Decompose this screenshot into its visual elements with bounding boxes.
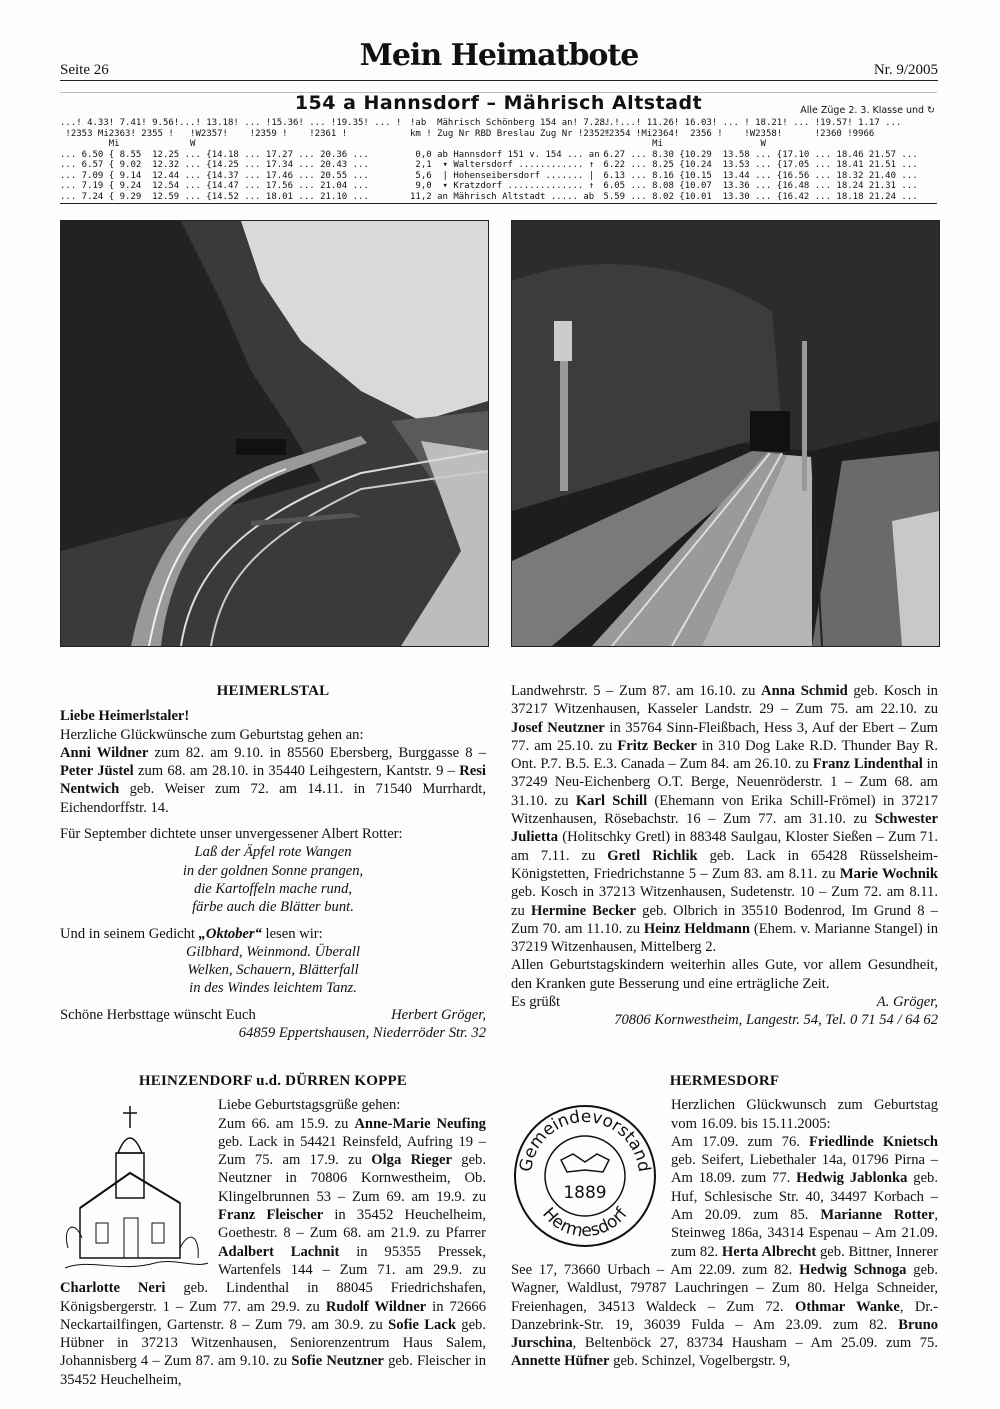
heimerlstal-continued [511, 682, 938, 1030]
signature-address: 64859 Eppertshausen, Niederröder Str. 32 [238, 1025, 486, 1042]
poem-september: Laß der Äpfel rote Wangen in der goldnen Sonne prangen, die Kartoffeln mache rund, färbe auch die Blätter bunt. [182, 844, 364, 916]
birthday-list: Am 17.09. zum 76. Friedlinde Knietsch geb. Seifert, Liebethaler 14a, 01796 Pirna – Am 18.09. zum 77. Hedwig Jablonka geb. Huf, Schlesische Str. 40, 34497 Korbach – Am 20.09. zum 85. Marianne Rotter, Steinweg 186a, 34314 Espenau – Am 21.09. zum 82. Herta Albrecht geb. Bittner, Innerer See 17, 73660 Urbach – Am 22.09. zum 82. Hedwig Schnoga geb. Wagner, Waldlust, 79787 Lauchringen – Zum 80. Helga Schneider, Freienhagen, 34513 Waldeck – Zum 72. Othmar Wanke, Dr.-Danzebrink-Str. 19, 36039 Fulda – Am 23.09. zum 82. Bruno Jurschina, Beltenböck 27, 83734 Hausham – Am 25.09. zum 75. Annette Hüfner geb. Schinzel, Vogelbergstr. 9, [511, 1133, 938, 1370]
railway-timetable [60, 92, 937, 204]
seal-bottom-text: Hermesdorf [538, 1204, 632, 1242]
greeting: Liebe Heimerlstaler! [60, 708, 190, 725]
intro: Herzliche Glückwünsche zum Geburtstag gehen an: [60, 726, 364, 743]
heimerlstal-section [60, 682, 486, 1042]
handshake-icon [561, 1154, 609, 1172]
historic-railway-photo [60, 220, 489, 647]
svg-text:Hermesdorf [538, 1204, 632, 1242]
seal-top-text: Gemeindevorstand [515, 1107, 654, 1174]
timetable-stations: !ab Mährisch Schönberg 154 an! 7.28! km ! Zug Nr RBD Breslau Zug Nr !2352! 0,0 ab Hannsdorf 151 v. 154 ... an 2,1 ▾ Waltersdorf ............ ↑ 5,6 | Hohenseibersdorf ....... | 9,0 ▾ Kratzdorf .............. ↑ 11,2 an Mährisch Altstadt ..... ab [410, 118, 611, 202]
hermesdorf-section [511, 1072, 938, 1371]
svg-text:Gemeindevorstand [516, 1107, 654, 1173]
birthday-list: Anni Wildner zum 82. am 9.10. in 85560 Ebersberg, Burggasse 8 – Peter Jüstel zum 68. am 28.10. in 35440 Leihgestern, Kantstr. 9 – Resi Nentwich geb. Weiser zum 72. am 14.11. in 71540 Murrhardt, Eichendorffstr. 14. [60, 744, 486, 816]
birthday-list: Zum 66. am 15.9. zu Anne-Marie Neufing geb. Lack in 54421 Reinsfeld, Aufring 19 – Zum 75. am 17.9. zu Olga Rieger geb. Neutzner in 70806 Kornwestheim, Ob. Klingelbrunnen 53 – Zum 69. am 19.9. zu Franz Fleischer in 35452 Heuchelheim, Goethestr. 8 – Zum 68. am 21.9. zu Pfarrer Adalbert Lachnit in 95355 Pressek, Wartenfels 144 – Zum 71. am 29.9. zu Charlotte Neri geb. Lindenthal in 88045 Friedrichshafen, Königsbergerstr. 1 – Zum 77. am 29.9. zu Rudolf Wildner in 72666 Neckartailfingen, Gartenstr. 8 – Zum 79. am 30.9. zu Sofie Lack geb. Hübner in 37213 Witzenhausen, Seniorenzentrum Haus Salem, Johannisberg 4 – Zum 87. am 9.10. zu Sofie Neutzner geb. Fleischer in 35452 Heuchelheim, [60, 1115, 487, 1388]
intro: Liebe Geburtstagsgrüße gehen: [218, 1097, 401, 1114]
signature: Schöne Herbsttage wünscht Euch Herbert Gröger, [60, 1006, 486, 1023]
timetable-left-columns: ...! 4.33! 7.41! 9.56!...! 13.18! ... !15.36! ... !19.35! ... ! !2353 Mi2363! 2355 ! !W2357! !2359 ! !2361 ! Mi W ... 6.50 { 8.55 12.25 ... {14.18 ... 17.27 ... 20.36 ... ... 6.57 { 9.02 12.32 ... {14.25 ... 17.34 ... 20.43 ... ... 7.09 { 9.14 12.44 ... {14.37 ... 17.46 ... 20.55 ... ... 7.19 { 9.24 12.54 ... {14.47 ... 17.56 ... 21.04 ... ... 7.24 { 9.29 12.59 ... {14.52 ... 18.01 ... 21.10 ... [60, 118, 402, 202]
poem-oktober: Gilbhard, Weinmond. Überall Welken, Schauern, Blätterfall in des Windes leichtem Tanz. [185, 943, 361, 997]
timetable-right-columns: ...!...! 11.26! 16.03! ... ! 18.21! ... !19.57! 1.17 ... !2354 !Mi2364! 2356 ! !W2358! !2360 !9966 Mi W 6.27 ... 8.30 {10.29 13.58 ... {17.10 ... 18.46 21.57 ... 6.22 ... 8.25 {10.24 13.53 ... {17.05 ... 18.41 21.51 ... 6.13 ... 8.16 {10.15 13.44 ... {16.56 ... 18.32 21.40 ... 6.05 ... 8.08 {10.07 13.36 ... {16.48 ... 18.24 21.31 ... 5.59 ... 8.02 {10.01 13.30 ... {16.42 ... 18.18 21.24 ... [598, 118, 918, 202]
timetable-title: 154 a Hannsdorf – Mährisch Altstadt [294, 92, 703, 114]
municipal-seal [511, 1098, 659, 1248]
header-rule [60, 80, 938, 81]
church-drawing [60, 1098, 210, 1278]
page-number: Seite 26 [60, 62, 109, 78]
birthday-list-continued: Landwehrstr. 5 – Zum 87. am 16.10. zu Anna Schmid geb. Kosch in 37217 Witzenhausen, Kasseler Landstr. 29 – Zum 75. am 22.10. zu Josef Neutzner in 35764 Sinn-Fleißbach, Hess 3, Auf der Ebert – Zum 77. am 25.10. zu Fritz Becker in 310 Dog Lake R.D. Thunder Bay R. Ont. P.7. B.5. E.3. Canada – Zum 84. am 26.10. zu Franz Lindenthal in 37249 Neu-Eichenberg O.T. Berge, Neuenröderstr. 1 – Zum 68. am 31.10. zu Karl Schill (Ehemann von Erika Schill-Frömel) in 37217 Witzenhausen, Rösebachstr. 16 – Zum 77. am 31.10. zu Schwester Julietta (Holitschky Gretl) in 88348 Saulgau, Kloster Sießen – Zum 71. am 7.11. zu Gretl Richlik geb. Lack in 65428 Rüsselsheim-Königstetten, Friedrichstanne 5 – Zum 83. am 8.11. zu Marie Wochnik geb. Kosch in 37213 Witzenhausen, Sudetenstr. 10 – Zum 72. am 8.11. zu Hermine Becker geb. Olbrich in 35510 Bodenrod, Im Grund 8 – Zum 70. am 11.10. zu Heinz Heldmann (Ehem. v. Marianne Stangel) in 37219 Witzenhausen, Mittelberg 2. [511, 683, 939, 956]
timetable-note: Alle Züge 2. 3. Klasse und ↻ [800, 105, 935, 116]
modern-railway-photo [511, 220, 940, 647]
section-heading: HEINZENDORF u.d. DÜRREN KOPPE [138, 1073, 408, 1089]
poem-intro: Für September dichtete unser unvergessener Albert Rotter: [60, 826, 403, 843]
section-heading: HERMESDORF [669, 1073, 780, 1089]
heinzendorf-section [60, 1072, 486, 1389]
signature: Es grüßt A. Gröger, [511, 994, 938, 1011]
issue-number: Nr. 9/2005 [873, 62, 938, 78]
intro: Herzlichen Glückwunsch zum Geburtstag vom 16.09. bis 15.11.2005: [671, 1097, 938, 1132]
seal-year: 1889 [563, 1183, 607, 1204]
wishes: Allen Geburtstagskindern weiterhin alles Gute, vor allem Gesundheit, den Kranken gute Besserung und eine erträgliche Zeit. [511, 957, 938, 992]
poem2-intro: Und in seinem Gedicht „Oktober“ lesen wir: [60, 925, 323, 942]
section-heading: HEIMERLSTAL [216, 683, 330, 699]
signature-address: 70806 Kornwestheim, Langestr. 54, Tel. 0 71 54 / 64 62 [614, 1012, 938, 1029]
newspaper-title: Mein Heimatbote [359, 38, 639, 73]
